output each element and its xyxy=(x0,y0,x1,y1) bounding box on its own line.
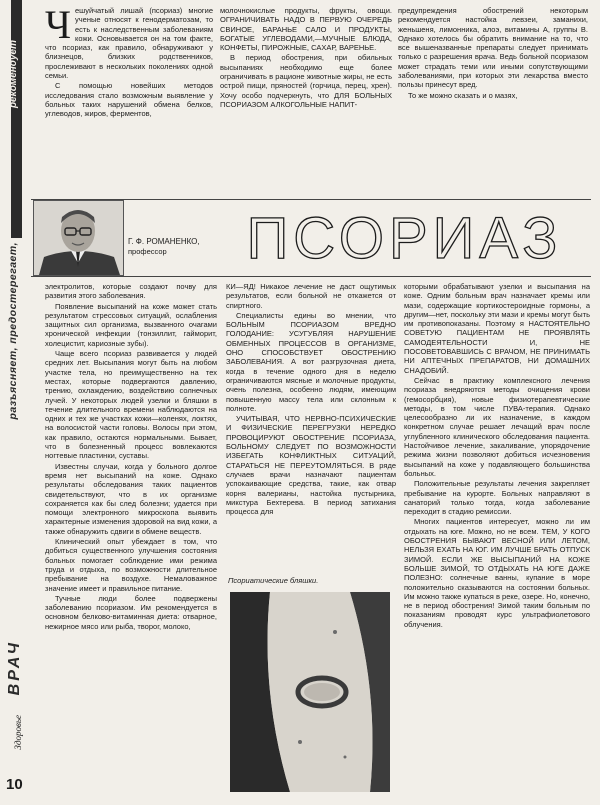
top-col2-para1: молочнокислые продукты, фрукты, овощи. ОГРАНИЧИВАТЬ НАДО В ПЕРВУЮ ОЧЕРЕДЬ СВИНОЕ, БАРАНЬЕ САЛО И ПРОДУКТЫ, БОГАТЫЕ УГЛЕВОДАМИ,—МУЧНЫЕ БЛЮДА, КОНФЕТЫ, ПИРОЖНЫЕ, САХАР, ВАРЕНЬЕ. xyxy=(220,6,392,53)
bottom-col1-para5: Клинический опыт убеждает в том, что добиться существенного улучшения состояния больных помогает соблюдение ими режима труда и отдыха, по возможности длительное пребывание на воздухе. Немаловажное значение имеет и правильное питание. xyxy=(45,537,217,593)
article-headline: ПСОРИАЗ xyxy=(246,206,563,271)
drop-cap: Ч xyxy=(45,6,71,47)
bottom-col1-para2: Появление высыпаний на коже может стать результатом стрессовых ситуаций, ослабления защитных сил организма, вызванного очагами хронической инфекции (тонзиллит, гайморит, холецистит, кариозные зубы). xyxy=(45,301,217,348)
bottom-column-2 xyxy=(226,282,396,572)
bottom-col1-para4: Известны случаи, когда у больного долгое время нет высыпаний на коже. Однако результаты обследования таких пациентов свидетельствуют, что в их организме сохраняется как бы след болезни; удается при помощи электронного микроскопа выявить характерные изменения здоровой на вид кожи, а также обнаружить сдвиги в обмене веществ. xyxy=(45,461,217,536)
author-portrait-icon xyxy=(34,201,123,275)
sidebar-doctor: ВРАЧ xyxy=(6,640,23,696)
author-name: Г. Ф. РОМАНЕНКО, xyxy=(128,237,200,246)
bottom-col3-para4: Многих пациентов интересует, можно ли им отдыхать на юге. Можно, но не всем. ТЕМ, У КОГО ОБОСТРЕНИЯ БЫВАЮТ ВЕСНОЙ ИЛИ ЛЕТОМ, НЕЛЬЗЯ ЕХАТЬ НА ЮГ. ИМ ЛУЧШЕ БРАТЬ ОТПУСК ЗИМОЙ. ЕСЛИ ЖЕ ВЫСЫПАНИЙ НА КОЖЕ БОЛЬШЕ ЗИМОЙ, ТО ОТДЫХАТЬ НА ЮГЕ ДАЖЕ ПОЛЕЗНО: солнечные ванны, купание в море положительно сказываются на состоянии больных. Им можно также купаться в реке, озере. Но, конечно, не в период обострения! Зимой таким больным по показаниям проводят курс ультрафиолетового облучения. xyxy=(404,517,590,629)
sidebar-recommends: рекомендует xyxy=(8,40,19,109)
bottom-col3-para2: Сейчас в практику комплексного лечения псориаза внедряются методы очищения крови (гемосорбция), новые физиотерапевтические методы, в том числе ПУВА-терапия. Однако целесообразно ли их назначение, в каждом конкретном случае решает лечащий врач после углубленного клинического обследования пациента. Настойчивое лечение, закаливание, упорядочение режима жизни позволяют добиться исчезновения высыпаний на коже у подавляющего большинства больных. xyxy=(404,375,590,478)
bottom-col2-para2: Специалисты едины во мнении, что БОЛЬНЫМ ПСОРИАЗОМ ВРЕДНО ГОЛОДАНИЕ: УСУГУБЛЯЯ НАРУШЕНИЕ ОБМЕННЫХ ПРОЦЕССОВ В ОРГАНИЗМЕ, ОНО СПОСОБСТВУЕТ ОБОСТРЕНИЮ ЗАБОЛЕВАНИЯ. А вот разгрузочная диета, когда в течение одного дня в неделю ограничиваются мясные и молочные продукты, очень полезна, особенно людям, имеющим повышенную массу тела или склонным к полноте. xyxy=(226,310,396,413)
bottom-column-3 xyxy=(404,282,590,802)
bottom-col2-para1: КИ—ЯД! Никакое лечение не даст ощутимых результатов, если больной не откажется от спиртного. xyxy=(226,282,396,310)
top-col1-para2: С помощью новейших методов исследования стало возможным выявление у больных таких нарушений обмена белков, углеводов, жиров, ферментов, xyxy=(45,81,213,119)
bottom-col2-para3: УЧИТЫВАЯ, ЧТО НЕРВНО-ПСИХИЧЕСКИЕ И ФИЗИЧЕСКИЕ ПЕРЕГРУЗКИ НЕРЕДКО ПРОВОЦИРУЮТ ОБОСТРЕНИЕ ПСОРИАЗА, БОЛЬНОМУ СЛЕДУЕТ ПО ВОЗМОЖНОСТИ ИЗБЕГАТЬ КОНФЛИКТНЫХ СИТУАЦИЙ, СТАРАТЬСЯ НЕ ПЕРЕУТОМЛЯТЬСЯ. В ряде случаев врачи назначают пациентам успокаивающие средства, такие, как отвар корня валерианы, настойка пустырника, микстура Бехтерева. В период затихания процесса для xyxy=(226,414,396,517)
top-col2-para2: В период обострения, при обильных высыпаниях необходимо еще более ограничивать в рационе животные жиры, не есть острой пищи, пряностей (горчица, перец, хрен). Хочу особо подчеркнуть, что ДЛЯ БОЛЬНЫХ ПСОРИАЗОМ АЛКОГОЛЬНЫЕ НАПИТ- xyxy=(220,53,392,109)
page-number: 10 xyxy=(6,776,23,793)
photo-caption: Псориатические бляшки. xyxy=(228,576,319,585)
sidebar-explains: разъясняет, предостерегает, xyxy=(7,242,19,420)
sidebar-strip xyxy=(3,0,30,805)
bottom-col1-para1: электролитов, которые создают почву для развития этого заболевания. xyxy=(45,282,217,301)
bottom-col3-para3: Положительные результаты лечения закрепляет пребывание на курорте. Больных направляют в санаторий только тогда, когда заболевание переходит в стадию ремиссии. xyxy=(404,479,590,517)
author-block xyxy=(128,237,208,257)
magazine-logo: Здоровье xyxy=(13,715,23,750)
bottom-col1-para3: Чаще всего псориаз развивается у людей средних лет. Высыпания могут быть на любом участке тела, но преимущественно на тех местах, которые подвергаются давлению, трению, охлаждению, воздействию солнечных лучей. У некоторых людей узелки и бляшки в течение длительного времени наблюдаются на одних и тех же участках кожи—коленях, локтях, на волосистой части головы. Волосы при этом, как правило, остаются нормальными. Бывает, что в болезненный процесс вовлекаются ногтевые пластинки, суставы. xyxy=(45,349,217,461)
bottom-col3-para1: которыми обрабатывают узелки и высыпания на коже. Одним больным врач назначает кремы или мази, содержащие кортикостероидные гормоны, а другим—нет, поскольку эти мази и кремы могут быть им противопоказаны. Поэтому я НАСТОЯТЕЛЬНО СОВЕТУЮ ПАЦИЕНТАМ НЕ ПРОЯВЛЯТЬ САМОДЕЯТЕЛЬНОСТИ И, НЕ ПОСОВЕТОВАВШИСЬ С ВРАЧОМ, НЕ ПРИНИМАТЬ НИ АПТЕЧНЫХ ПРЕПАРАТОВ, НИ ДОМАШНИХ СНАДОБИЙ. xyxy=(404,282,590,375)
sidebar-dark-bar xyxy=(11,0,22,238)
bottom-col1-para6: Тучные люди более подвержены заболеванию псориазом. Им рекомендуется в основном белково-витаминная диета: отварное, нежирное мясо или рыба, творог, молоко, xyxy=(45,593,217,631)
bottom-column-1 xyxy=(45,282,217,802)
skin-plaque-icon xyxy=(230,592,390,792)
top-col3-para2: То же можно сказать и о мазях, xyxy=(408,90,518,100)
top-col1-para1 xyxy=(45,6,213,80)
top-column-2 xyxy=(220,6,392,196)
top-col3-para1: предупреждения обострений некоторым рекомендуется настойка левзеи, заманихи, женьшеня, лимонника, алоэ, витамины А, группы В. Однако хотелось бы обратить внимание на то, что все вышеназванные препараты следует принимать только с разрешения врача. Ведь больной псориазом может страдать теми или иными сопутствующими заболеваниями, при которых эти лекарства вместо пользы принесут вред. xyxy=(398,6,588,90)
psoriasis-photo xyxy=(230,592,390,792)
author-title: профессор xyxy=(128,247,167,256)
top-column-1 xyxy=(45,6,213,196)
top-column-3 xyxy=(398,6,588,196)
divider-bottom xyxy=(31,276,591,277)
author-photo xyxy=(33,200,124,276)
top-col1-para1-text: ешуйчатый лишай (псориаз) многие ученые относят к генодерматозам, то есть к наследственным заболеваниям кожи. Основывается он на том факте, что псориаз, как правило, обнаруживают у близнецов, близких родственников, прослеживают в нескольких поколениях одной семьи. xyxy=(45,6,213,81)
